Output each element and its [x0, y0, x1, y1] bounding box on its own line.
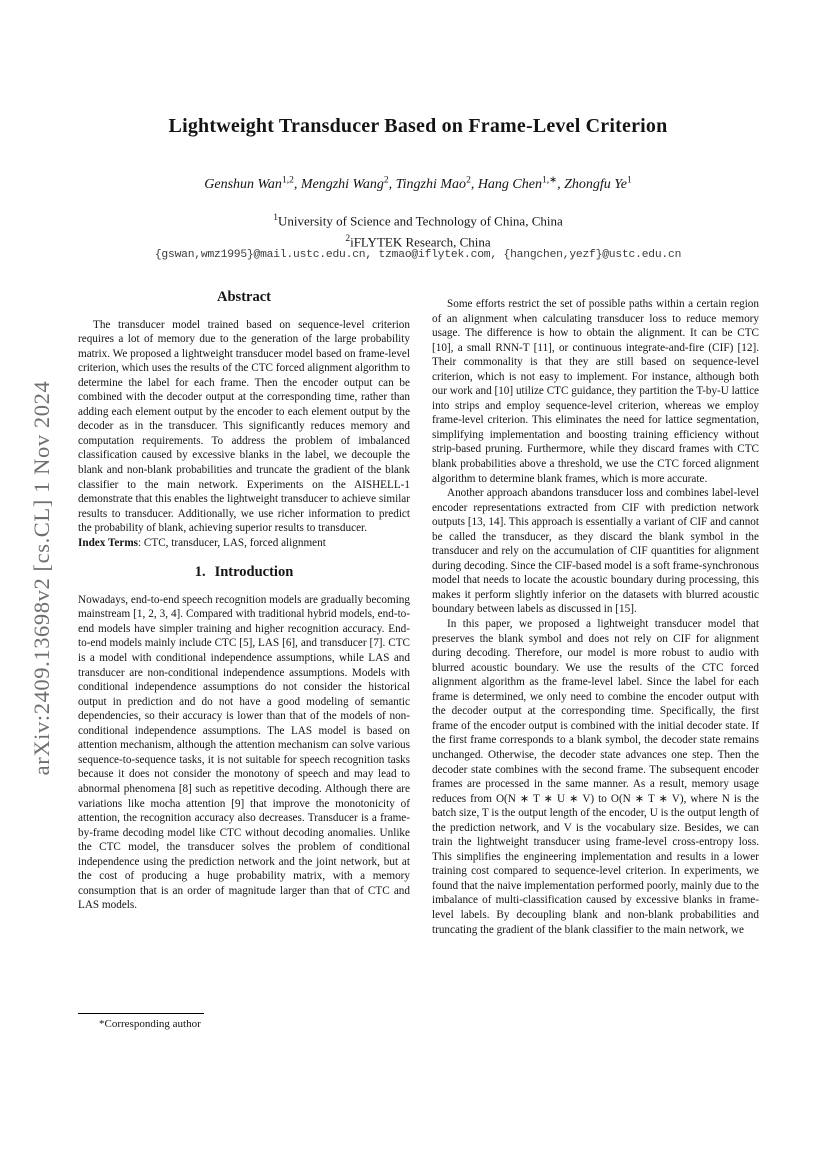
introduction-paragraph: Nowadays, end-to-end speech recognition models are gradually becoming mainstream [1, 2, 3, 4]. Compared with traditional hybrid models, end-to-end models have simpler training and higher recognition accuracy. End-to-end models mainly include CTC [5], LAS [6], and transducer [7]. CTC is a model with conditional independence assumptions, while LAS and transducer are non-conditional independence assumptions. Models with conditional independence assumptions do not consider the historical output in prediction and do not have a good modeling of semantic dependencies, so their accuracy is lower than that of the models of non-conditional independence assumptions. The LAS model is based on attention mechanism, although the attention mechanism can solve various sequence-to-sequence tasks, it is not suitable for speech recognition tasks because it does not consider the monotony of speech and may lead to abnormal phenomena [8] such as repetitive decoding. Although there are variations like mocha attention [9] that improve the monotonicity of attention, the recognition accuracy also decreases. Transducer is a frame-by-frame decoding model like CTC without decoding anomalies. Unlike the CTC model, the transducer solves the problem of conditional independence using the prediction network and the joint network, but at the cost of producing a huge probability matrix, with a memory consumption that is an order of magnitude larger than that of CTC and LAS models.: [78, 593, 410, 912]
section-number: 1.: [194, 564, 206, 581]
affiliation-marker: 1: [273, 213, 278, 223]
body-paragraph: Some efforts restrict the set of possible paths within a certain region of an alignment when calculating transducer loss to reduce memory usage. The difference is how to obtain the alignment. It can be CTC [10], a small RNN-T [11], or continuous integrate-and-fire (CIF) [12]. Their commonality is that they are still based on sequence-level criterion, which is not easy to implement. For instance, although both our work and [10] utilize CTC guidance, they partition the T-by-U lattice into strips and employ sequence-level criterion, whereas we employ frame-level criterion. This eliminates the need for lattice segmentation, simplifying implementation and boosting training efficiency without strip-based pruning. Furthermore, while they discard frames with CTC blank probabilities above a threshold, we use the CTC forced alignment algorithm to determine blank frames, which is more accurate.: [432, 298, 759, 485]
body-paragraph: In this paper, we proposed a lightweight transducer model that preserves the blank symbol and does not rely on CIF for alignment during decoding. Therefore, our model is more robust to audio with blurred acoustic boundary. We use the results of the CTC forced alignment algorithm as the frame-level label. Since the label for each frame is determined, we only need to combine the encoder output with the decoder output at the corresponding time. Specifically, the first frame of the encoder output is combined with the initial decoder state. If the first frame corresponds to a blank symbol, the decoder state remains unchanged. Otherwise, the decoder state advances one step. Then the decoder state combines with the second frame. The subsequent encoder frames are processed in the same manner. As a result, memory usage reduces from O(N ∗ T ∗ U ∗ V) to O(N ∗ T ∗ V), where N is the batch size, T is the output length of the encoder, U is the output length of the prediction network, and V is the vocabulary size. Besides, we can train the lightweight transducer using frame-level cross-entropy loss. This simplifies the engineering implementation and results in a lower training cost compared to sequence-level criterion. In experiments, we found that the naive implementation performed poorly, mainly due to the imbalance of multi-classification caused by excessive blanks in frame-level labels. By decoupling blank and non-blank probabilities and truncating the gradient of the blank classifier to the main network, we: [432, 618, 759, 936]
body-paragraph: Another approach abandons transducer loss and combines label-level encoder representations extracted from CIF with prediction network outputs [13, 14]. This approach is essentially a variant of CIF and cannot be called the transducer, as they discard the blank symbol in the transducer and rely on the accumulation of CIF quantities for alignment during decoding. Since the CIF-based model is a soft frame-synchronous model that needs to locate the acoustic boundary during processing, this makes it perform slightly inferior on the datasets with blurred acoustic boundary between labels as discussed in [15].: [432, 487, 759, 616]
arxiv-watermark: arXiv:2409.13698v2 [cs.CL] 1 Nov 2024: [29, 380, 54, 776]
author: Zhongfu Ye$^1$: [564, 175, 632, 192]
footnote-rule: [78, 1013, 204, 1014]
author-line: [74, 174, 762, 193]
author: Mengzhi Wang$^2$,: [300, 175, 396, 192]
abstract-heading: Abstract: [217, 289, 271, 305]
author: Hang Chen$^{1,∗}$,: [477, 175, 565, 192]
author-affiliation-marker: 2: [383, 175, 389, 185]
left-column: [78, 290, 410, 913]
affiliation-line: $^1$University of Science and Technology of China, China: [273, 213, 563, 229]
author: Genshun Wan$^{1,2}$,: [204, 175, 301, 192]
introduction-heading: [78, 565, 410, 580]
paper-title: Lightweight Transducer Based on Frame-Level Criterion: [168, 115, 668, 137]
affiliations: [74, 209, 762, 252]
index-terms-label: Index Terms: [78, 536, 138, 549]
index-terms-list: : CTC, transducer, LAS, forced alignment: [138, 536, 326, 549]
section-title: Introduction: [214, 564, 294, 581]
right-column: [432, 297, 759, 937]
author-affiliation-marker: 1,2: [281, 175, 294, 185]
author-emails: {gswan,wmz1995}@mail.ustc.edu.cn, tzmao@iflytek.com, {hangchen,yezf}@ustc.edu.cn: [154, 249, 682, 261]
abstract-text: The transducer model trained based on sequence-level criterion requires a lot of memory due to the generation of the large probability matrix. We proposed a lightweight transducer model based on frame-level criterion, which uses the results of the CTC forced alignment algorithm to determine the label for each frame. Then the encoder output can be combined with the decoder output at the corresponding time, rather than adding each element output by the encoder to each element output by the decoder as in the transducer. This significantly reduces memory and computation requirements. To address the problem of imbalanced classification caused by excessive blanks in the label, we decouple the blank and non-blank probabilities and truncate the gradient of the blank classifier to the main network. Experiments on the AISHELL-1 demonstrate that this enables the lightweight transducer to achieve similar results to transducer. Additionally, we use richer information to predict the probability of blank, achieving superior results to transducer.: [78, 318, 410, 535]
footnote-text: *Corresponding author: [99, 1018, 201, 1030]
index-terms-line: [78, 536, 410, 551]
author-affiliation-marker: 1,∗: [541, 175, 558, 185]
author-affiliation-marker: 1: [626, 175, 632, 185]
affiliation-marker: 2: [345, 234, 351, 245]
footnote: [78, 1010, 410, 1030]
author-affiliation-marker: 2: [466, 175, 471, 185]
affiliation-line: $^2$iFLYTEK Research, China: [345, 234, 491, 250]
author: Tingzhi Mao$^2$,: [395, 175, 478, 192]
